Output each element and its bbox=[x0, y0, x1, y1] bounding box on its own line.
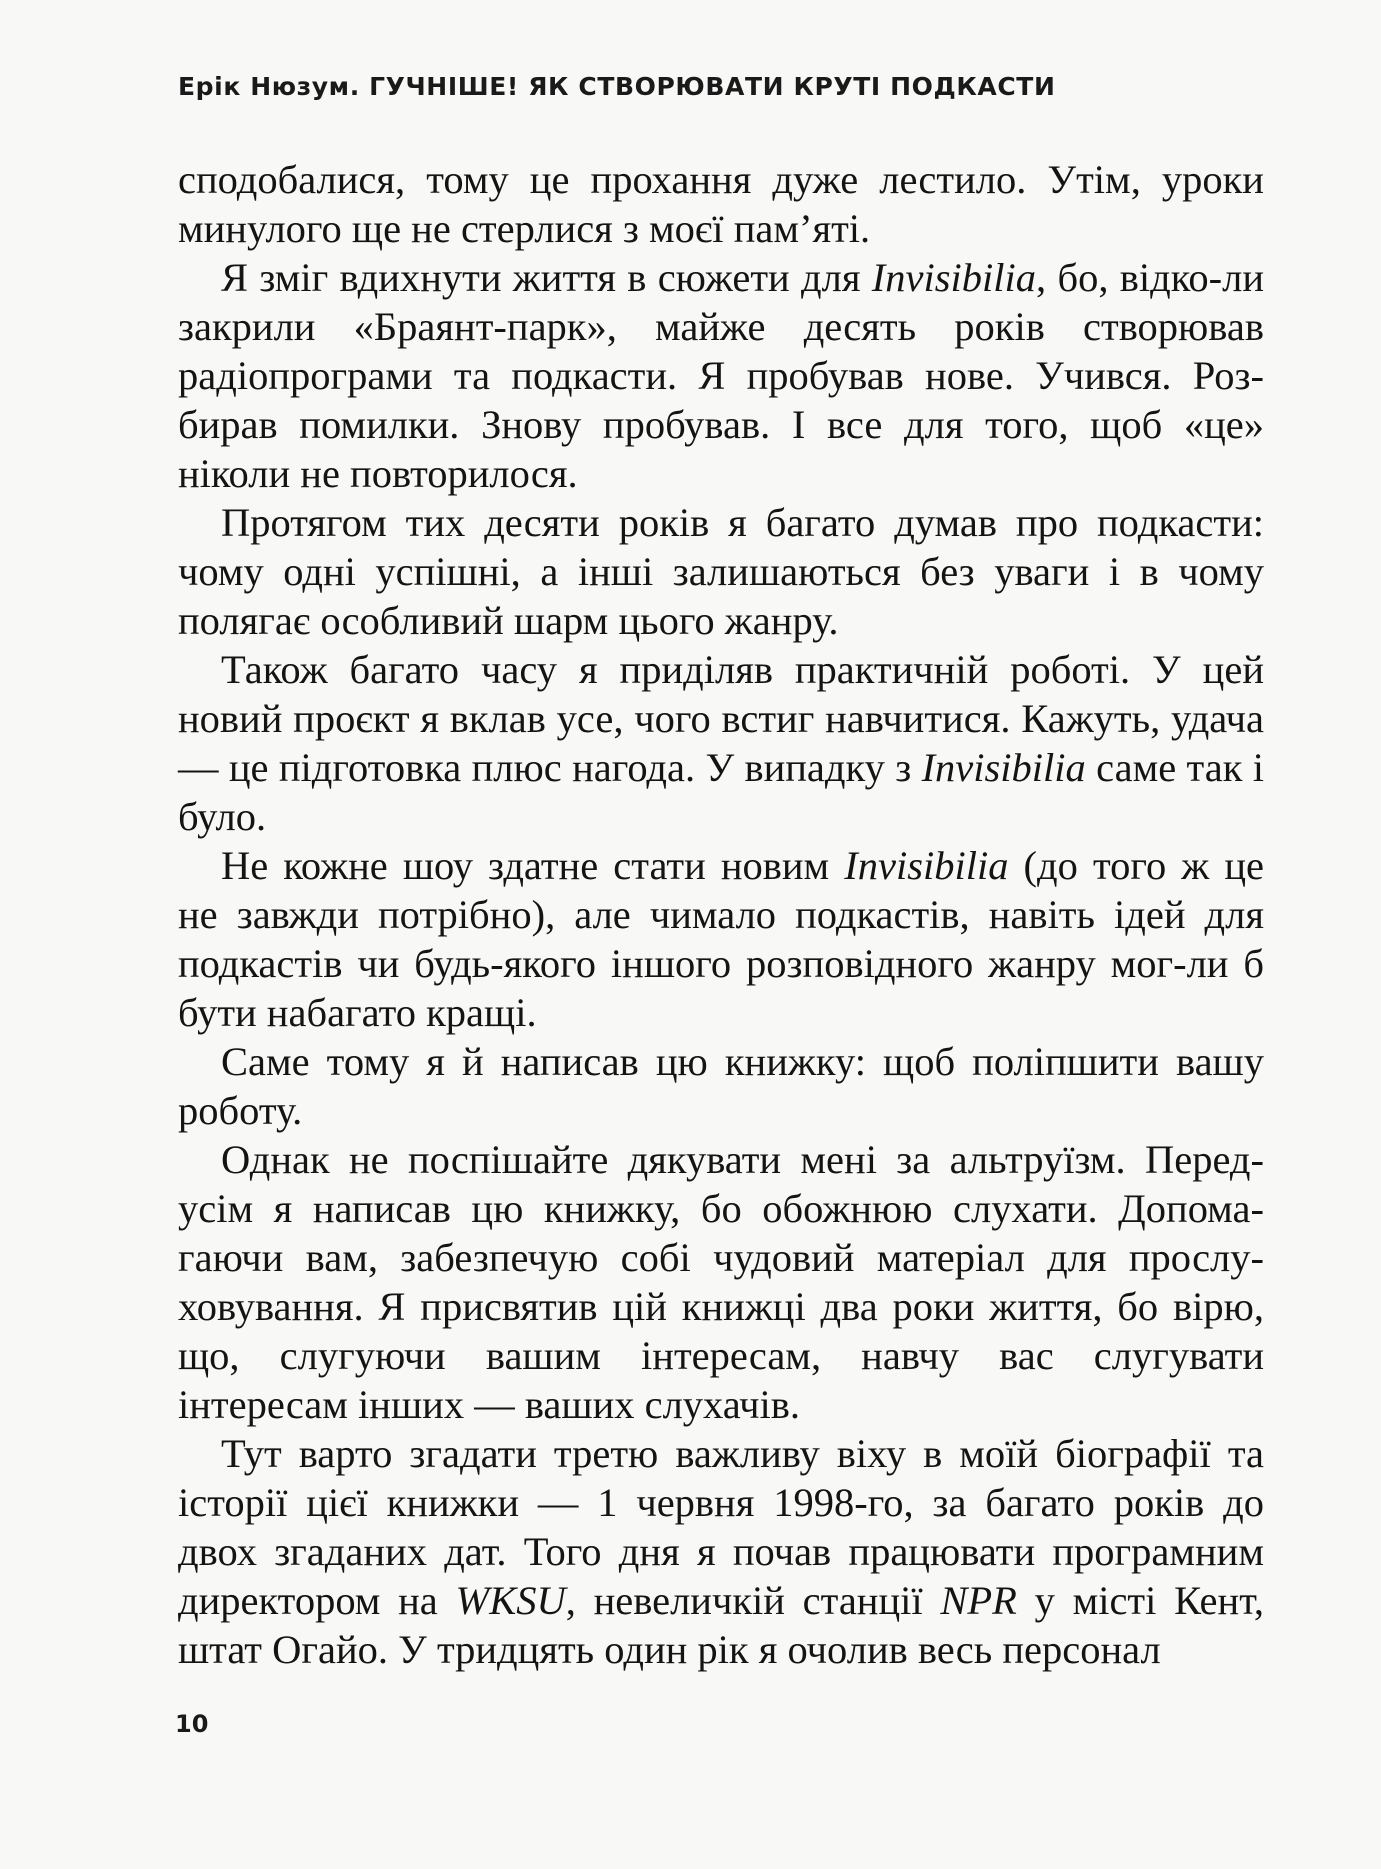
text-run: Не кожне шоу здатне стати новим bbox=[221, 843, 845, 888]
text-run: , бо, відко-ли закрили «Браянт-парк», майже десять років створював радіопрограми та подкасти. Я пробував нове. Учився. Роз-бирав помилки. Знову пробував. І все для того, щоб «це» ніколи не повторилося. bbox=[178, 255, 1264, 496]
text-run: Однак не поспішайте дякувати мені за альтруїзм. Перед-усім я написав цю книжку, бо обожнюю слухати. Допома-гаючи вам, забезпечую собі чудовий матеріал для прослу-ховування. Я присвятив цій книжці два роки життя, бо вірю, що, слугуючи вашим інтересам, навчу вас слугувати інтересам інших — ваших слухачів. bbox=[178, 1137, 1264, 1427]
text-run: Саме тому я й написав цю книжку: щоб поліпшити вашу роботу. bbox=[178, 1039, 1264, 1133]
text-run: сподобалися, тому це прохання дуже лестило. Утім, уроки минулого ще не стерлися з моєї пам’яті. bbox=[178, 157, 1264, 251]
italic-title: Invisibilia bbox=[844, 843, 1009, 888]
text-run: Тут варто згадати третю важливу віху в моїй біографії та історії цієї книжки — 1 червня 1998-го, за багато років до двох згаданих дат. Того дня я почав працювати програмним директором на bbox=[178, 1431, 1264, 1623]
text-run: Я зміг вдихнути життя в сюжети для bbox=[221, 255, 872, 300]
text-run: у місті Кент, штат Огайо. У тридцять один рік я очолив весь персонал bbox=[178, 1578, 1264, 1672]
paragraph bbox=[178, 1429, 1264, 1674]
text-run: , невеличкій станції bbox=[565, 1578, 941, 1623]
paragraph bbox=[178, 1135, 1264, 1429]
paragraph bbox=[178, 498, 1264, 645]
italic-title: Invisibilia bbox=[921, 745, 1086, 790]
paragraph bbox=[178, 841, 1264, 1037]
text-run: (до того ж це не завжди потрібно), але чимало подкастів, навіть ідей для подкастів чи будь-якого іншого розповідного жанру мог-ли б бути набагато кращі. bbox=[178, 843, 1264, 1035]
text-run: Протягом тих десяти років я багато думав про подкасти: чому одні успішні, а інші залишаються без уваги і в чому полягає особливий шарм цього жанру. bbox=[178, 500, 1264, 643]
italic-title: NPR bbox=[940, 1578, 1017, 1623]
italic-title: Invisibilia bbox=[871, 255, 1037, 300]
body-text bbox=[178, 155, 1264, 1674]
text-run: Також багато часу я приділяв практичній роботі. У цей новий проєкт я вклав усе, чого встиг навчитися. Кажуть, удача — це підготовка плюс нагода. У випадку з bbox=[178, 647, 1264, 790]
paragraph bbox=[178, 155, 1264, 253]
running-head: Ерік Нюзум. ГУЧНІШЕ! ЯК СТВОРЮВАТИ КРУТІ ПОДКАСТИ bbox=[178, 72, 1056, 101]
italic-title: WKSU bbox=[455, 1578, 566, 1623]
text-run: саме так і було. bbox=[178, 745, 1264, 839]
paragraph bbox=[178, 645, 1264, 841]
page-number: 10 bbox=[175, 1710, 209, 1738]
paragraph bbox=[178, 253, 1264, 498]
paragraph bbox=[178, 1037, 1264, 1135]
